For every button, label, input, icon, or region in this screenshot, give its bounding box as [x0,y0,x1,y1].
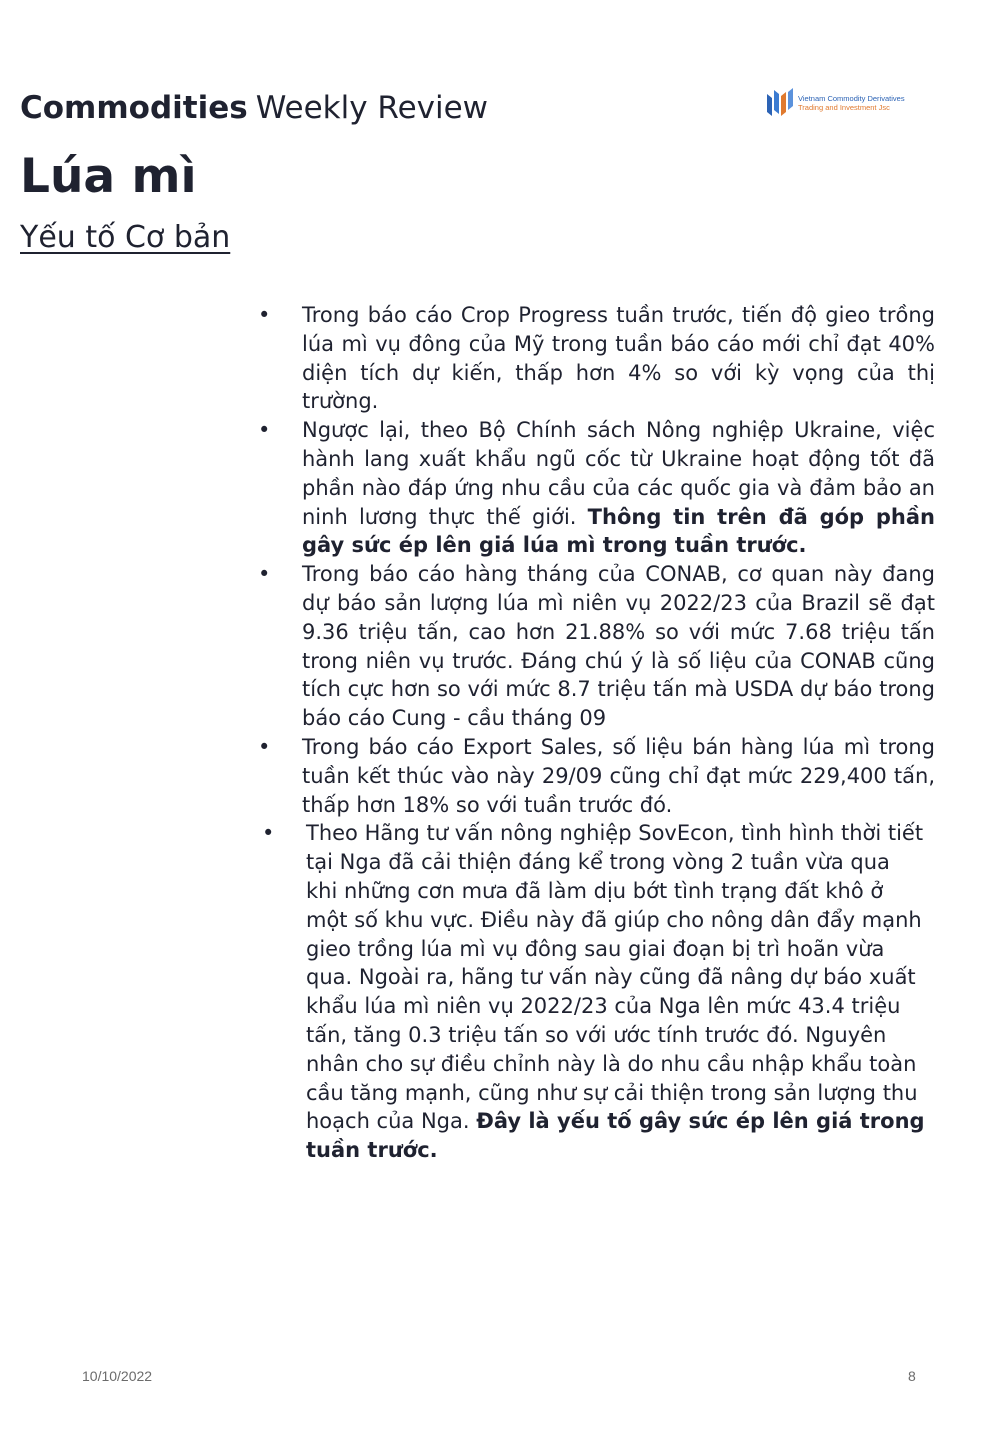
footer-page-number: 8 [908,1368,916,1384]
section-title: Yếu tố Cơ bản [20,220,231,255]
bullet-text: Trong báo cáo Crop Progress tuần trước, tiến độ gieo trồng lúa mì vụ đông của Mỹ trong tuần báo cáo mới chỉ đạt 40% diện tích dự kiến, thấp hơn 4% so với kỳ vọng của thị trường. [302,303,935,414]
logo-text-line1: Vietnam Commodity Derivatives [798,94,905,103]
bullet-icon: • [258,562,271,587]
bullet-text: Trong báo cáo Export Sales, số liệu bán hàng lúa mì trong tuần kết thúc vào này 29/09 cũng chỉ đạt mức 229,400 tấn, thấp hơn 18% so với tuần trước đó. [302,734,935,817]
company-logo [765,86,915,122]
bullet-item [255,819,926,1165]
bullet-text: Trong báo cáo hàng tháng của CONAB, cơ quan này đang dự báo sản lượng lúa mì niên vụ 2022/23 của Brazil sẽ đạt 9.36 triệu tấn, cao hơn 21.88% so với mức 7.68 triệu tấn trong niên vụ trước. Đáng chú ý là số liệu của CONAB cũng tích cực hơn so với mức 8.7 triệu tấn mà USDA dự báo trong báo cáo Cung - cầu tháng 09 [302,562,935,731]
bullet-bold-text: Thông tin trên đã góp phần gây sức ép lên giá lúa mì trong tuần trước. [302,504,935,558]
bullet-icon: • [262,821,275,846]
logo-text-line2: Trading and Investment Jsc [798,103,890,112]
page-title: Lúa mì [20,149,197,204]
bullet-icon: • [258,303,271,327]
report-title-light: Weekly Review [255,90,489,126]
report-title-bold: Commodities [20,90,248,126]
bullet-icon: • [258,418,271,443]
bullet-item [255,560,935,733]
bullet-item [255,301,935,416]
bullet-bold-text: Đây là yếu tố gây sức ép lên giá trong tuần trước. [306,1109,925,1163]
bullet-item [255,416,935,560]
footer-date: 10/10/2022 [82,1368,153,1384]
report-title [20,88,488,128]
bullet-item [255,733,935,819]
bullet-list [255,301,935,1165]
bullet-text: Ngược lại, theo Bộ Chính sách Nông nghiệp Ukraine, việc hành lang xuất khẩu ngũ cốc từ Ukraine hoạt động tốt đã phần nào đáp ứng nhu cầu của các quốc gia và đảm bảo an ninh lương thực thế giới. [302,418,935,529]
logo-mark-icon [765,86,797,120]
bullet-icon: • [258,734,271,759]
bullet-text: Theo Hãng tư vấn nông nghiệp SovEcon, tình hình thời tiết tại Nga đã cải thiện đáng kể trong vòng 2 tuần vừa qua khi những cơn mưa đã làm dịu bớt tình trạng đất khô ở một số khu vực. Điều này đã giúp cho nông dân đẩy mạnh gieo trồng lúa mì vụ đông sau giai đoạn bị trì hoãn vừa qua. Ngoài ra, hãng tư vấn này cũng đã nâng dự báo xuất khẩu lúa mì niên vụ 2022/23 của Nga lên mức 43.4 triệu tấn, tăng 0.3 triệu tấn so với ước tính trước đó. Nguyên nhân cho sự điều chỉnh này là do nhu cầu nhập khẩu toàn cầu tăng mạnh, cũng như sự cải thiện trong sản lượng thu hoạch của Nga. [306,821,924,1134]
